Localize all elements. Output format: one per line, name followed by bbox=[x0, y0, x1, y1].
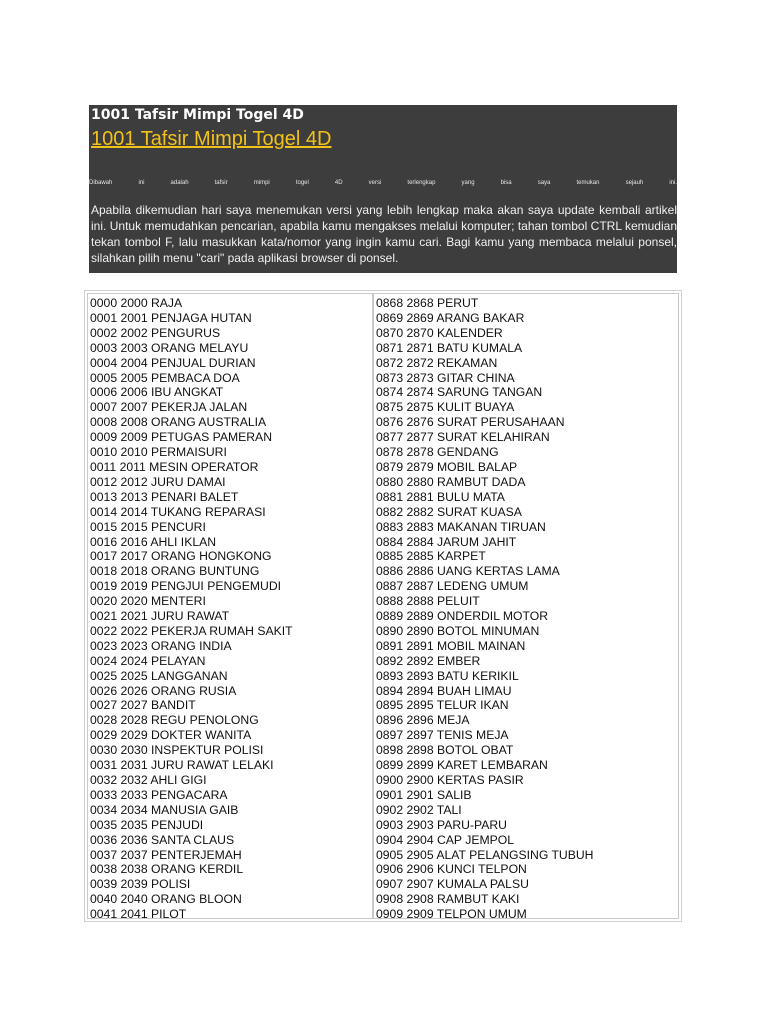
table-row: 0027 2027 BANDIT bbox=[90, 698, 196, 713]
intro-word: 4D bbox=[334, 180, 343, 186]
table-row: 0906 2906 KUNCI TELPON bbox=[376, 862, 527, 877]
table-row: 0018 2018 ORANG BUNTUNG bbox=[90, 564, 260, 579]
intro-word: versi bbox=[368, 180, 382, 186]
table-row: 0878 2878 GENDANG bbox=[376, 445, 499, 460]
table-row: 0887 2887 LEDENG UMUM bbox=[376, 579, 529, 594]
table-row: 0023 2023 ORANG INDIA bbox=[90, 638, 232, 653]
table-row: 0000 2000 RAJA bbox=[90, 296, 183, 310]
table-row: 0877 2877 SURAT KELAHIRAN bbox=[376, 430, 550, 445]
table-row: 0904 2904 CAP JEMPOL bbox=[376, 832, 514, 847]
table-row: 0892 2892 EMBER bbox=[376, 653, 481, 668]
table-row: 0903 2903 PARU-PARU bbox=[376, 817, 507, 832]
table-row: 0895 2895 TELUR IKAN bbox=[376, 698, 509, 713]
table-row: 0038 2038 ORANG KERDIL bbox=[90, 862, 244, 877]
table-row: 0886 2886 UANG KERTAS LAMA bbox=[376, 564, 560, 579]
intro-word: bisa bbox=[500, 180, 512, 186]
table-row: 0888 2888 PELUIT bbox=[376, 594, 480, 609]
table-row: 0896 2896 MEJA bbox=[376, 713, 470, 728]
table-row: 0029 2029 DOKTER WANITA bbox=[90, 728, 252, 743]
table-row: 0025 2025 LANGGANAN bbox=[90, 668, 228, 683]
table-row: 0898 2898 BOTOL OBAT bbox=[376, 743, 514, 758]
table-row: 0869 2869 ARANG BAKAR bbox=[376, 310, 525, 325]
table-column-left bbox=[87, 293, 373, 922]
table-row: 0885 2885 KARPET bbox=[376, 549, 486, 564]
table-row: 0006 2006 IBU ANGKAT bbox=[90, 385, 224, 400]
table-row: 0907 2907 KUMALA PALSU bbox=[376, 877, 529, 892]
intro-word: adalah bbox=[170, 180, 189, 186]
table-row: 0020 2020 MENTERI bbox=[90, 594, 206, 609]
table-row: 0894 2894 BUAH LIMAU bbox=[376, 683, 512, 698]
table-row: 0030 2030 INSPEKTUR POLISI bbox=[90, 743, 264, 758]
intro-word: togel bbox=[295, 180, 309, 186]
table-row: 0019 2019 PENGJUI PENGEMUDI bbox=[90, 579, 282, 594]
table-row: 0022 2022 PEKERJA RUMAH SAKIT bbox=[90, 623, 293, 638]
intro-word: yang bbox=[461, 180, 475, 186]
table-row: 0028 2028 REGU PENOLONG bbox=[90, 713, 259, 728]
table-row: 0872 2872 REKAMAN bbox=[376, 355, 498, 370]
table-row: 0879 2879 MOBIL BALAP bbox=[376, 459, 518, 474]
table-row: 0908 2908 RAMBUT KAKI bbox=[376, 892, 520, 907]
table-row: 0897 2897 TENIS MEJA bbox=[376, 728, 509, 743]
intro-paragraph: Apabila dikemudian hari saya menemukan versi yang lebih lengkap maka akan saya update kembali artikel ini. Untuk memudahkan pencarian, apabila kamu mengakses melalui komputer; tahan tombol CTRL kemudian tekan tombol F, lalu masukkan kata/nomor yang ingin kamu cari. Bagi kamu yang membaca melalui ponsel, silahkan pilih menu "cari" pada aplikasi browser di ponsel. bbox=[91, 203, 677, 265]
article-title-link[interactable]: 1001 Tafsir Mimpi Togel 4D bbox=[91, 128, 332, 150]
table-row: 0001 2001 PENJAGA HUTAN bbox=[90, 310, 252, 325]
table-row: 0003 2003 ORANG MELAYU bbox=[90, 340, 249, 355]
table-row: 0031 2031 JURU RAWAT LELAKI bbox=[90, 758, 274, 773]
table-row: 0883 2883 MAKANAN TIRUAN bbox=[376, 519, 546, 534]
table-row: 0013 2013 PENARI BALET bbox=[90, 489, 239, 504]
table-row: 0902 2902 TALI bbox=[376, 802, 462, 817]
table-row: 0884 2884 JARUM JAHIT bbox=[376, 534, 517, 549]
table-row: 0875 2875 KULIT BUAYA bbox=[376, 400, 515, 415]
table-row: 0889 2889 ONDERDIL MOTOR bbox=[376, 609, 549, 624]
table-row: 0016 2016 AHLI IKLAN bbox=[90, 534, 217, 549]
table-row: 0899 2899 KARET LEMBARAN bbox=[376, 758, 548, 773]
table-row: 0871 2871 BATU KUMALA bbox=[376, 340, 523, 355]
table-row: 0011 2011 MESIN OPERATOR bbox=[90, 459, 259, 474]
table-row: 0039 2039 POLISI bbox=[90, 877, 191, 892]
table-row: 0868 2868 PERUT bbox=[376, 296, 479, 310]
intro-word: tafsir bbox=[214, 180, 228, 186]
table-row: 0890 2890 BOTOL MINUMAN bbox=[376, 623, 540, 638]
table-row: 0900 2900 KERTAS PASIR bbox=[376, 773, 524, 787]
table-row: 0873 2873 GITAR CHINA bbox=[376, 370, 515, 385]
table-row: 0026 2026 ORANG RUSIA bbox=[90, 683, 237, 698]
table-row: 0037 2037 PENTERJEMAH bbox=[90, 847, 242, 862]
table-row: 0891 2891 MOBIL MAINAN bbox=[376, 638, 526, 653]
intro-line bbox=[89, 179, 677, 187]
table-row: 0041 2041 PILOT bbox=[90, 907, 187, 922]
table-row: 0009 2009 PETUGAS PAMERAN bbox=[90, 430, 272, 445]
intro-word: sejauh bbox=[625, 180, 644, 186]
table-row: 0007 2007 PEKERJA JALAN bbox=[90, 400, 248, 415]
intro-word: temukan bbox=[576, 180, 600, 186]
table-row: 0002 2002 PENGURUS bbox=[90, 325, 221, 340]
table-row: 0882 2882 SURAT KUASA bbox=[376, 504, 522, 519]
table-row: 0017 2017 ORANG HONGKONG bbox=[90, 549, 272, 564]
table-row: 0033 2033 PENGACARA bbox=[90, 787, 228, 802]
table-row: 0901 2901 SALIB bbox=[376, 787, 472, 802]
intro-word: ini. bbox=[669, 180, 677, 186]
table-row: 0005 2005 PEMBACA DOA bbox=[90, 370, 240, 385]
table-row: 0014 2014 TUKANG REPARASI bbox=[90, 504, 266, 519]
table-row: 0893 2893 BATU KERIKIL bbox=[376, 668, 519, 683]
table-row: 0021 2021 JURU RAWAT bbox=[90, 609, 230, 624]
table-row: 0035 2035 PENJUDI bbox=[90, 817, 204, 832]
table-row: 0909 2909 TELPON UMUM bbox=[376, 907, 527, 922]
table-row: 0032 2032 AHLI GIGI bbox=[90, 773, 207, 787]
intro-word: saya bbox=[537, 180, 551, 186]
article-header bbox=[89, 105, 677, 273]
page-title: 1001 Tafsir Mimpi Togel 4D bbox=[91, 107, 304, 123]
table-row: 0012 2012 JURU DAMAI bbox=[90, 474, 226, 489]
dream-code-table bbox=[84, 290, 682, 922]
table-row: 0880 2880 RAMBUT DADA bbox=[376, 474, 526, 489]
table-column-right bbox=[373, 293, 679, 922]
table-row: 0905 2905 ALAT PELANGSING TUBUH bbox=[376, 847, 594, 862]
table-row: 0870 2870 KALENDER bbox=[376, 325, 503, 340]
table-row: 0876 2876 SURAT PERUSAHAAN bbox=[376, 415, 565, 430]
table-row: 0010 2010 PERMAISURI bbox=[90, 445, 227, 460]
table-row: 0034 2034 MANUSIA GAIB bbox=[90, 802, 239, 817]
table-row: 0881 2881 BULU MATA bbox=[376, 489, 505, 504]
table-row: 0040 2040 ORANG BLOON bbox=[90, 892, 242, 907]
table-row: 0874 2874 SARUNG TANGAN bbox=[376, 385, 543, 400]
table-row: 0036 2036 SANTA CLAUS bbox=[90, 832, 235, 847]
table-row: 0004 2004 PENJUAL DURIAN bbox=[90, 355, 256, 370]
intro-word: ini bbox=[138, 180, 145, 186]
table-row: 0024 2024 PELAYAN bbox=[90, 653, 206, 668]
intro-word: terlengkap bbox=[407, 180, 436, 186]
table-row: 0008 2008 ORANG AUSTRALIA bbox=[90, 415, 267, 430]
intro-word: mimpi bbox=[253, 180, 270, 186]
table-row: 0015 2015 PENCURI bbox=[90, 519, 206, 534]
intro-word: Dibawah bbox=[89, 180, 113, 186]
